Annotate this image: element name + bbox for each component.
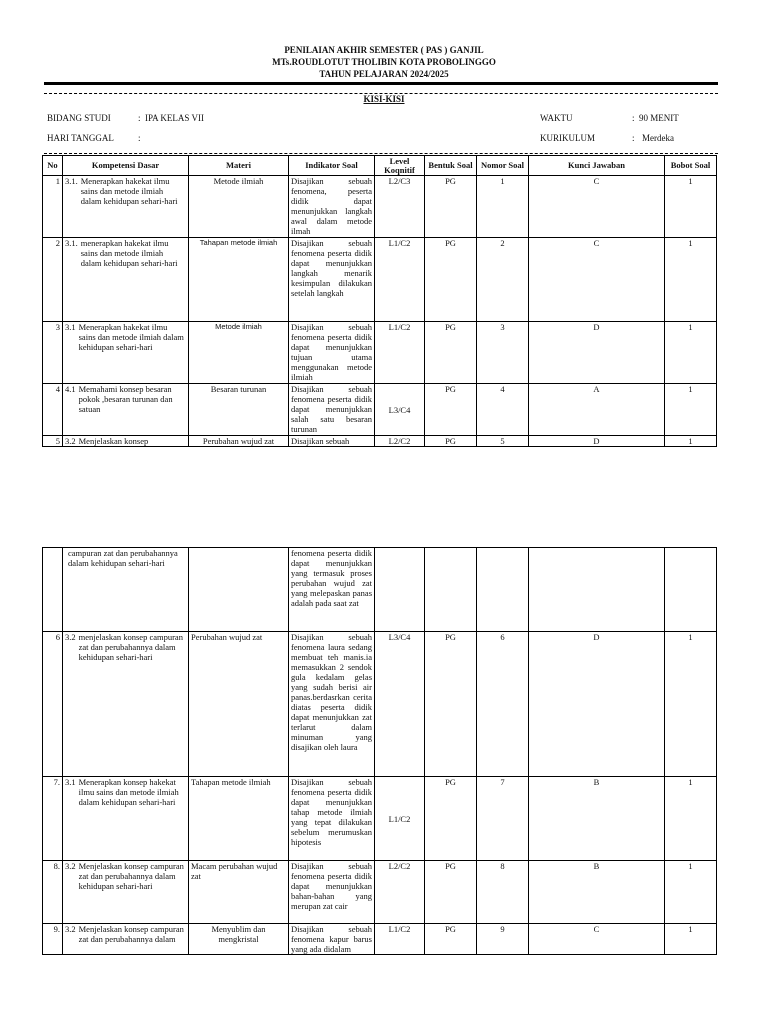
bidang-colon: : bbox=[138, 113, 141, 123]
waktu-colon: : bbox=[632, 113, 635, 123]
table-row bbox=[43, 632, 717, 777]
cell-bentuk: PG bbox=[425, 384, 477, 436]
cell-kunci: B bbox=[529, 777, 665, 861]
cell-materi: Metode ilmiah bbox=[189, 176, 289, 238]
table-row bbox=[43, 384, 717, 436]
waktu-value: 90 MENIT bbox=[639, 113, 679, 123]
cell-level: L3/C4 bbox=[375, 632, 425, 777]
cell-bobot: 1 bbox=[665, 238, 717, 322]
cell-nomor: 9 bbox=[477, 924, 529, 955]
cell-kunci: C bbox=[529, 924, 665, 955]
cell-bentuk: PG bbox=[425, 632, 477, 777]
cell-indikator: Disajikan sebuah fenomena peserta didik dapat menunjukkan tujuan utama menggunakan metode ilmiah bbox=[289, 322, 375, 384]
cell-no: 6 bbox=[43, 632, 63, 777]
cell-materi: Tahapan metode ilmiah bbox=[189, 238, 289, 322]
table-body-page-1 bbox=[43, 176, 717, 447]
cell-materi bbox=[189, 548, 289, 632]
kisi-table-page-2 bbox=[42, 547, 717, 955]
cell-kompetensi-dasar bbox=[63, 238, 189, 322]
cell-kompetensi-dasar bbox=[63, 384, 189, 436]
meta-kurikulum bbox=[540, 133, 720, 145]
table-row bbox=[43, 176, 717, 238]
header-rule bbox=[44, 82, 718, 85]
col-header-indikator: Indikator Soal bbox=[289, 156, 375, 176]
cell-kompetensi-dasar bbox=[63, 924, 189, 955]
cell-level: L1/C2 bbox=[375, 322, 425, 384]
cell-indikator: Disajikan sebuah fenomena laura sedang membuat teh manis.ia memasukkan 2 sendok gula kedalam gelas yang sudah berisi air panas.berdasrkan cerita diatas peserta didik dapat menunjukkan zat terlarut dalam minuman yang disajikan oleh laura bbox=[289, 632, 375, 777]
kd-code: 3.1. bbox=[65, 176, 78, 186]
cell-kunci: C bbox=[529, 238, 665, 322]
kd-text: Menerapkan hakekat ilmu sains dan metode ilmiah dalam kehidupan sehari-hari bbox=[80, 176, 178, 206]
cell-nomor bbox=[477, 548, 529, 632]
cell-bentuk: PG bbox=[425, 238, 477, 322]
cell-no: 2 bbox=[43, 238, 63, 322]
table-body-page-2 bbox=[43, 548, 717, 955]
cell-no: 5 bbox=[43, 436, 63, 447]
cell-bobot: 1 bbox=[665, 436, 717, 447]
cell-bobot bbox=[665, 548, 717, 632]
cell-no: 7. bbox=[43, 777, 63, 861]
hari-label: HARI TANGGAL bbox=[47, 133, 114, 143]
cell-nomor: 3 bbox=[477, 322, 529, 384]
cell-indikator: Disajikan sebuah fenomena peserta didik dapat menunjukkan salah satu besaran turunan bbox=[289, 384, 375, 436]
cell-nomor: 7 bbox=[477, 777, 529, 861]
cell-level: L1/C2 bbox=[375, 777, 425, 861]
kd-code: 4.1 bbox=[65, 384, 76, 394]
col-header-bentuk: Bentuk Soal bbox=[425, 156, 477, 176]
cell-kompetensi-dasar bbox=[63, 548, 189, 632]
cell-no bbox=[43, 548, 63, 632]
cell-level: L2/C3 bbox=[375, 176, 425, 238]
cell-kompetensi-dasar bbox=[63, 436, 189, 447]
kd-text: Menerapkan hakekat ilmu sains dan metode ilmiah dalam kehidupan sehari-hari bbox=[78, 322, 184, 352]
document-header bbox=[0, 44, 768, 80]
table-row bbox=[43, 861, 717, 924]
cell-level: L1/C2 bbox=[375, 238, 425, 322]
cell-no: 4 bbox=[43, 384, 63, 436]
kurikulum-value: Merdeka bbox=[642, 133, 674, 143]
cell-level: L2/C2 bbox=[375, 861, 425, 924]
cell-bobot: 1 bbox=[665, 632, 717, 777]
kd-code: 3.2 bbox=[65, 924, 76, 934]
cell-no: 8. bbox=[43, 861, 63, 924]
col-header-materi: Materi bbox=[189, 156, 289, 176]
table-row bbox=[43, 777, 717, 861]
cell-kunci bbox=[529, 548, 665, 632]
cell-nomor: 4 bbox=[477, 384, 529, 436]
cell-kompetensi-dasar bbox=[63, 777, 189, 861]
table-row bbox=[43, 238, 717, 322]
kurikulum-label: KURIKULUM bbox=[540, 133, 595, 143]
title-line-3: TAHUN PELAJARAN 2024/2025 bbox=[319, 69, 449, 79]
hari-colon: : bbox=[138, 133, 141, 143]
cell-indikator: Disajikan sebuah fenomena peserta didik dapat menunjukkan tahap metode ilmiah yang tepat dilakukan sebelum merumuskan hipotesis bbox=[289, 777, 375, 861]
cell-kunci: C bbox=[529, 176, 665, 238]
cell-nomor: 8 bbox=[477, 861, 529, 924]
kd-text: Memahami konsep besaran pokok ,besaran turunan dan satuan bbox=[78, 384, 173, 414]
bidang-value: IPA KELAS VII bbox=[145, 113, 205, 123]
cell-kompetensi-dasar bbox=[63, 632, 189, 777]
cell-indikator: Disajikan sebuah bbox=[289, 436, 375, 447]
kd-code: 3.1 bbox=[65, 322, 76, 332]
cell-materi: Tahapan metode ilmiah bbox=[189, 777, 289, 861]
waktu-label: WAKTU bbox=[540, 113, 573, 123]
kd-text: menjelaskan konsep campuran zat dan perubahannya dalam kehidupan sehari-hari bbox=[78, 632, 183, 662]
cell-kunci: B bbox=[529, 861, 665, 924]
cell-bobot: 1 bbox=[665, 322, 717, 384]
cell-bobot: 1 bbox=[665, 924, 717, 955]
meta-waktu bbox=[540, 113, 720, 125]
cell-bentuk: PG bbox=[425, 176, 477, 238]
table-header-row bbox=[43, 156, 717, 176]
cell-kunci: D bbox=[529, 322, 665, 384]
table-row bbox=[43, 436, 717, 447]
cell-bentuk: PG bbox=[425, 924, 477, 955]
table-row bbox=[43, 924, 717, 955]
cell-kunci: D bbox=[529, 632, 665, 777]
kd-text: Menjelaskan konsep campuran zat dan perubahannya dalam bbox=[78, 924, 184, 944]
kd-text: Menjelaskan konsep campuran zat dan perubahannya dalam kehidupan sehari-hari bbox=[78, 861, 184, 891]
kd-code: 3.2 bbox=[65, 436, 76, 446]
kd-text: menerapkan hakekat ilmu sains dan metode ilmiah dalam kehidupan sehari-hari bbox=[80, 238, 178, 268]
cell-level: L1/C2 bbox=[375, 924, 425, 955]
kd-code: 3.1 bbox=[65, 777, 76, 787]
kd-text: Menjelaskan konsep bbox=[78, 436, 149, 446]
cell-kompetensi-dasar bbox=[63, 322, 189, 384]
cell-nomor: 6 bbox=[477, 632, 529, 777]
table-row bbox=[43, 322, 717, 384]
cell-no: 1 bbox=[43, 176, 63, 238]
table-row bbox=[43, 548, 717, 632]
kurikulum-colon: : bbox=[632, 133, 635, 143]
meta-hari bbox=[47, 133, 347, 145]
cell-materi: Perubahan wujud zat bbox=[189, 632, 289, 777]
cell-bentuk: PG bbox=[425, 322, 477, 384]
cell-bentuk bbox=[425, 548, 477, 632]
kd-text: campuran zat dan perubahannya dalam kehidupan sehari-hari bbox=[68, 548, 178, 568]
cell-bobot: 1 bbox=[665, 384, 717, 436]
title-line-2: MTs.ROUDLOTUT THOLIBIN KOTA PROBOLINGGO bbox=[272, 57, 496, 67]
kd-code: 3.2 bbox=[65, 632, 76, 642]
document-subtitle: KISI-KISI bbox=[363, 94, 405, 104]
col-header-kunci: Kunci Jawaban bbox=[529, 156, 665, 176]
cell-materi: Perubahan wujud zat bbox=[189, 436, 289, 447]
col-header-level: Level Koqnitif bbox=[375, 156, 425, 176]
cell-kompetensi-dasar bbox=[63, 176, 189, 238]
cell-level: L3/C4 bbox=[375, 384, 425, 436]
kisi-table-page-1 bbox=[42, 155, 717, 447]
cell-indikator: Disajikan sebuah fenomena, peserta didik dapat menunjukkan langkah awal dalam metode ilmah bbox=[289, 176, 375, 238]
col-header-no: No bbox=[43, 156, 63, 176]
kd-text: Menerapkan konsep hakekat ilmu sains dan metode ilmiah dalam kehidupan sehari-hari bbox=[78, 777, 179, 807]
dashed-rule-bottom bbox=[44, 153, 718, 154]
cell-indikator: Disajikan sebuah fenomena peserta didik dapat menunjukkan bahan-bahan yang merupan zat cair bbox=[289, 861, 375, 924]
cell-bentuk: PG bbox=[425, 777, 477, 861]
cell-bentuk: PG bbox=[425, 861, 477, 924]
col-header-bobot: Bobot Soal bbox=[665, 156, 717, 176]
bidang-label: BIDANG STUDI bbox=[47, 113, 111, 123]
col-header-nomor: Nomor Soal bbox=[477, 156, 529, 176]
cell-bentuk: PG bbox=[425, 436, 477, 447]
cell-indikator: Disajikan sebuah fenomena kapur barus yang ada didalam bbox=[289, 924, 375, 955]
cell-no: 9. bbox=[43, 924, 63, 955]
col-header-kd: Kompetensi Dasar bbox=[63, 156, 189, 176]
cell-kunci: D bbox=[529, 436, 665, 447]
cell-nomor: 5 bbox=[477, 436, 529, 447]
cell-materi: Menyublim dan mengkristal bbox=[189, 924, 289, 955]
cell-kompetensi-dasar bbox=[63, 861, 189, 924]
cell-bobot: 1 bbox=[665, 176, 717, 238]
cell-materi: Macam perubahan wujud zat bbox=[189, 861, 289, 924]
cell-nomor: 1 bbox=[477, 176, 529, 238]
cell-nomor: 2 bbox=[477, 238, 529, 322]
cell-no: 3 bbox=[43, 322, 63, 384]
cell-level bbox=[375, 548, 425, 632]
cell-level: L2/C2 bbox=[375, 436, 425, 447]
kd-code: 3.2 bbox=[65, 861, 76, 871]
cell-bobot: 1 bbox=[665, 777, 717, 861]
cell-indikator: Disajikan sebuah fenomena peserta didik dapat menunjukkan langkah menarik kesimpulan dilakukan setelah langkah bbox=[289, 238, 375, 322]
cell-kunci: A bbox=[529, 384, 665, 436]
cell-materi: Besaran turunan bbox=[189, 384, 289, 436]
title-line-1: PENILAIAN AKHIR SEMESTER ( PAS ) GANJIL bbox=[284, 45, 484, 55]
cell-bobot: 1 bbox=[665, 861, 717, 924]
cell-materi: Metode ilmiah bbox=[189, 322, 289, 384]
meta-bidang bbox=[47, 113, 347, 125]
kd-code: 3.1. bbox=[65, 238, 78, 248]
cell-indikator: fenomena peserta didik dapat menunjukkan yang termasuk proses perubahan wujud zat yang melepaskan panas adalah pada saat zat bbox=[289, 548, 375, 632]
